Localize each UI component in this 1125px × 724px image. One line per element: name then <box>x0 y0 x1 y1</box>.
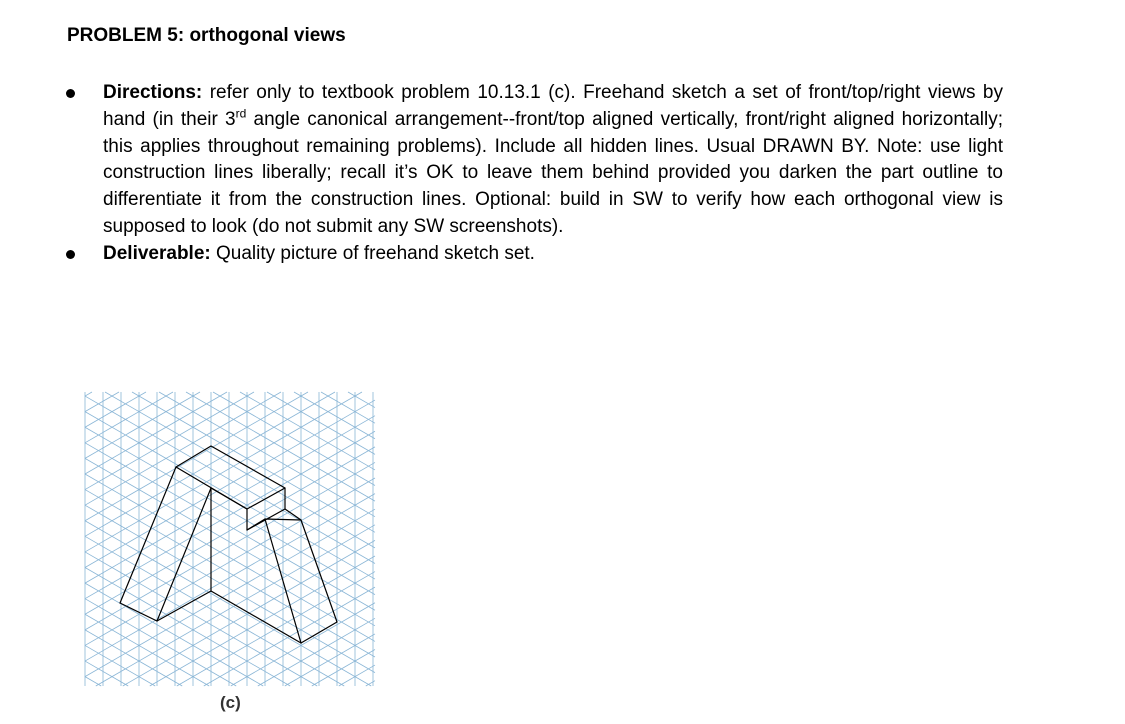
grid-line <box>339 665 375 686</box>
page-title: PROBLEM 5: orthogonal views <box>67 25 346 46</box>
grid-line <box>213 392 375 486</box>
directions-item <box>103 80 1003 241</box>
isometric-part-figure <box>80 388 380 688</box>
grid-line <box>85 536 344 686</box>
grid-line <box>85 392 227 474</box>
part-edge <box>157 591 211 621</box>
grid-line <box>85 392 146 427</box>
instructions-list <box>103 80 1003 268</box>
grid-line <box>312 649 375 686</box>
grid-line <box>348 392 375 408</box>
grid-line <box>85 661 128 686</box>
deliverable-item <box>103 241 1003 268</box>
bullet-icon <box>66 250 75 259</box>
deliverable-label: Deliverable: <box>103 242 211 264</box>
grid-line <box>85 392 92 396</box>
grid-line <box>321 392 375 423</box>
bullet-icon <box>66 89 75 98</box>
grid-line <box>85 392 362 552</box>
grid-line <box>85 568 290 686</box>
grid-line <box>186 392 375 501</box>
deliverable-text: Quality picture of freehand sketch set. <box>210 242 535 264</box>
grid-line <box>85 645 155 686</box>
directions-text-start: refer only to textbook problem 10.13.1 (c). Freehand sketch a set of front/top/right views by hand (in their 3 <box>103 82 1003 130</box>
part-edge <box>247 488 285 509</box>
figure-caption: (c) <box>220 693 241 712</box>
grid-line <box>294 392 375 439</box>
grid-line <box>85 392 281 505</box>
isometric-grid <box>85 392 375 686</box>
grid-line <box>85 392 119 412</box>
grid-line <box>132 392 375 532</box>
ordinal-superscript: rd <box>235 106 247 121</box>
directions-label: Directions: <box>103 82 203 103</box>
part-edge <box>285 509 301 520</box>
part-edge <box>157 488 211 621</box>
grid-line <box>85 392 173 443</box>
grid-line <box>85 630 182 686</box>
grid-line <box>85 392 308 521</box>
directions-text-end: angle canonical arrangement--front/top aligned vertically, front/right aligned horizontally; this applies throughout remaining problems). Include all hidden lines. Usual DRAWN BY. Note: use light construction lines liberally; recall it’s OK to leave them behind provided you darken the part outline to differentiate it from the construction lines. Optional: build in SW to verify how each orthogonal view is supposed to look (do not submit any SW screenshots). <box>103 108 1004 237</box>
